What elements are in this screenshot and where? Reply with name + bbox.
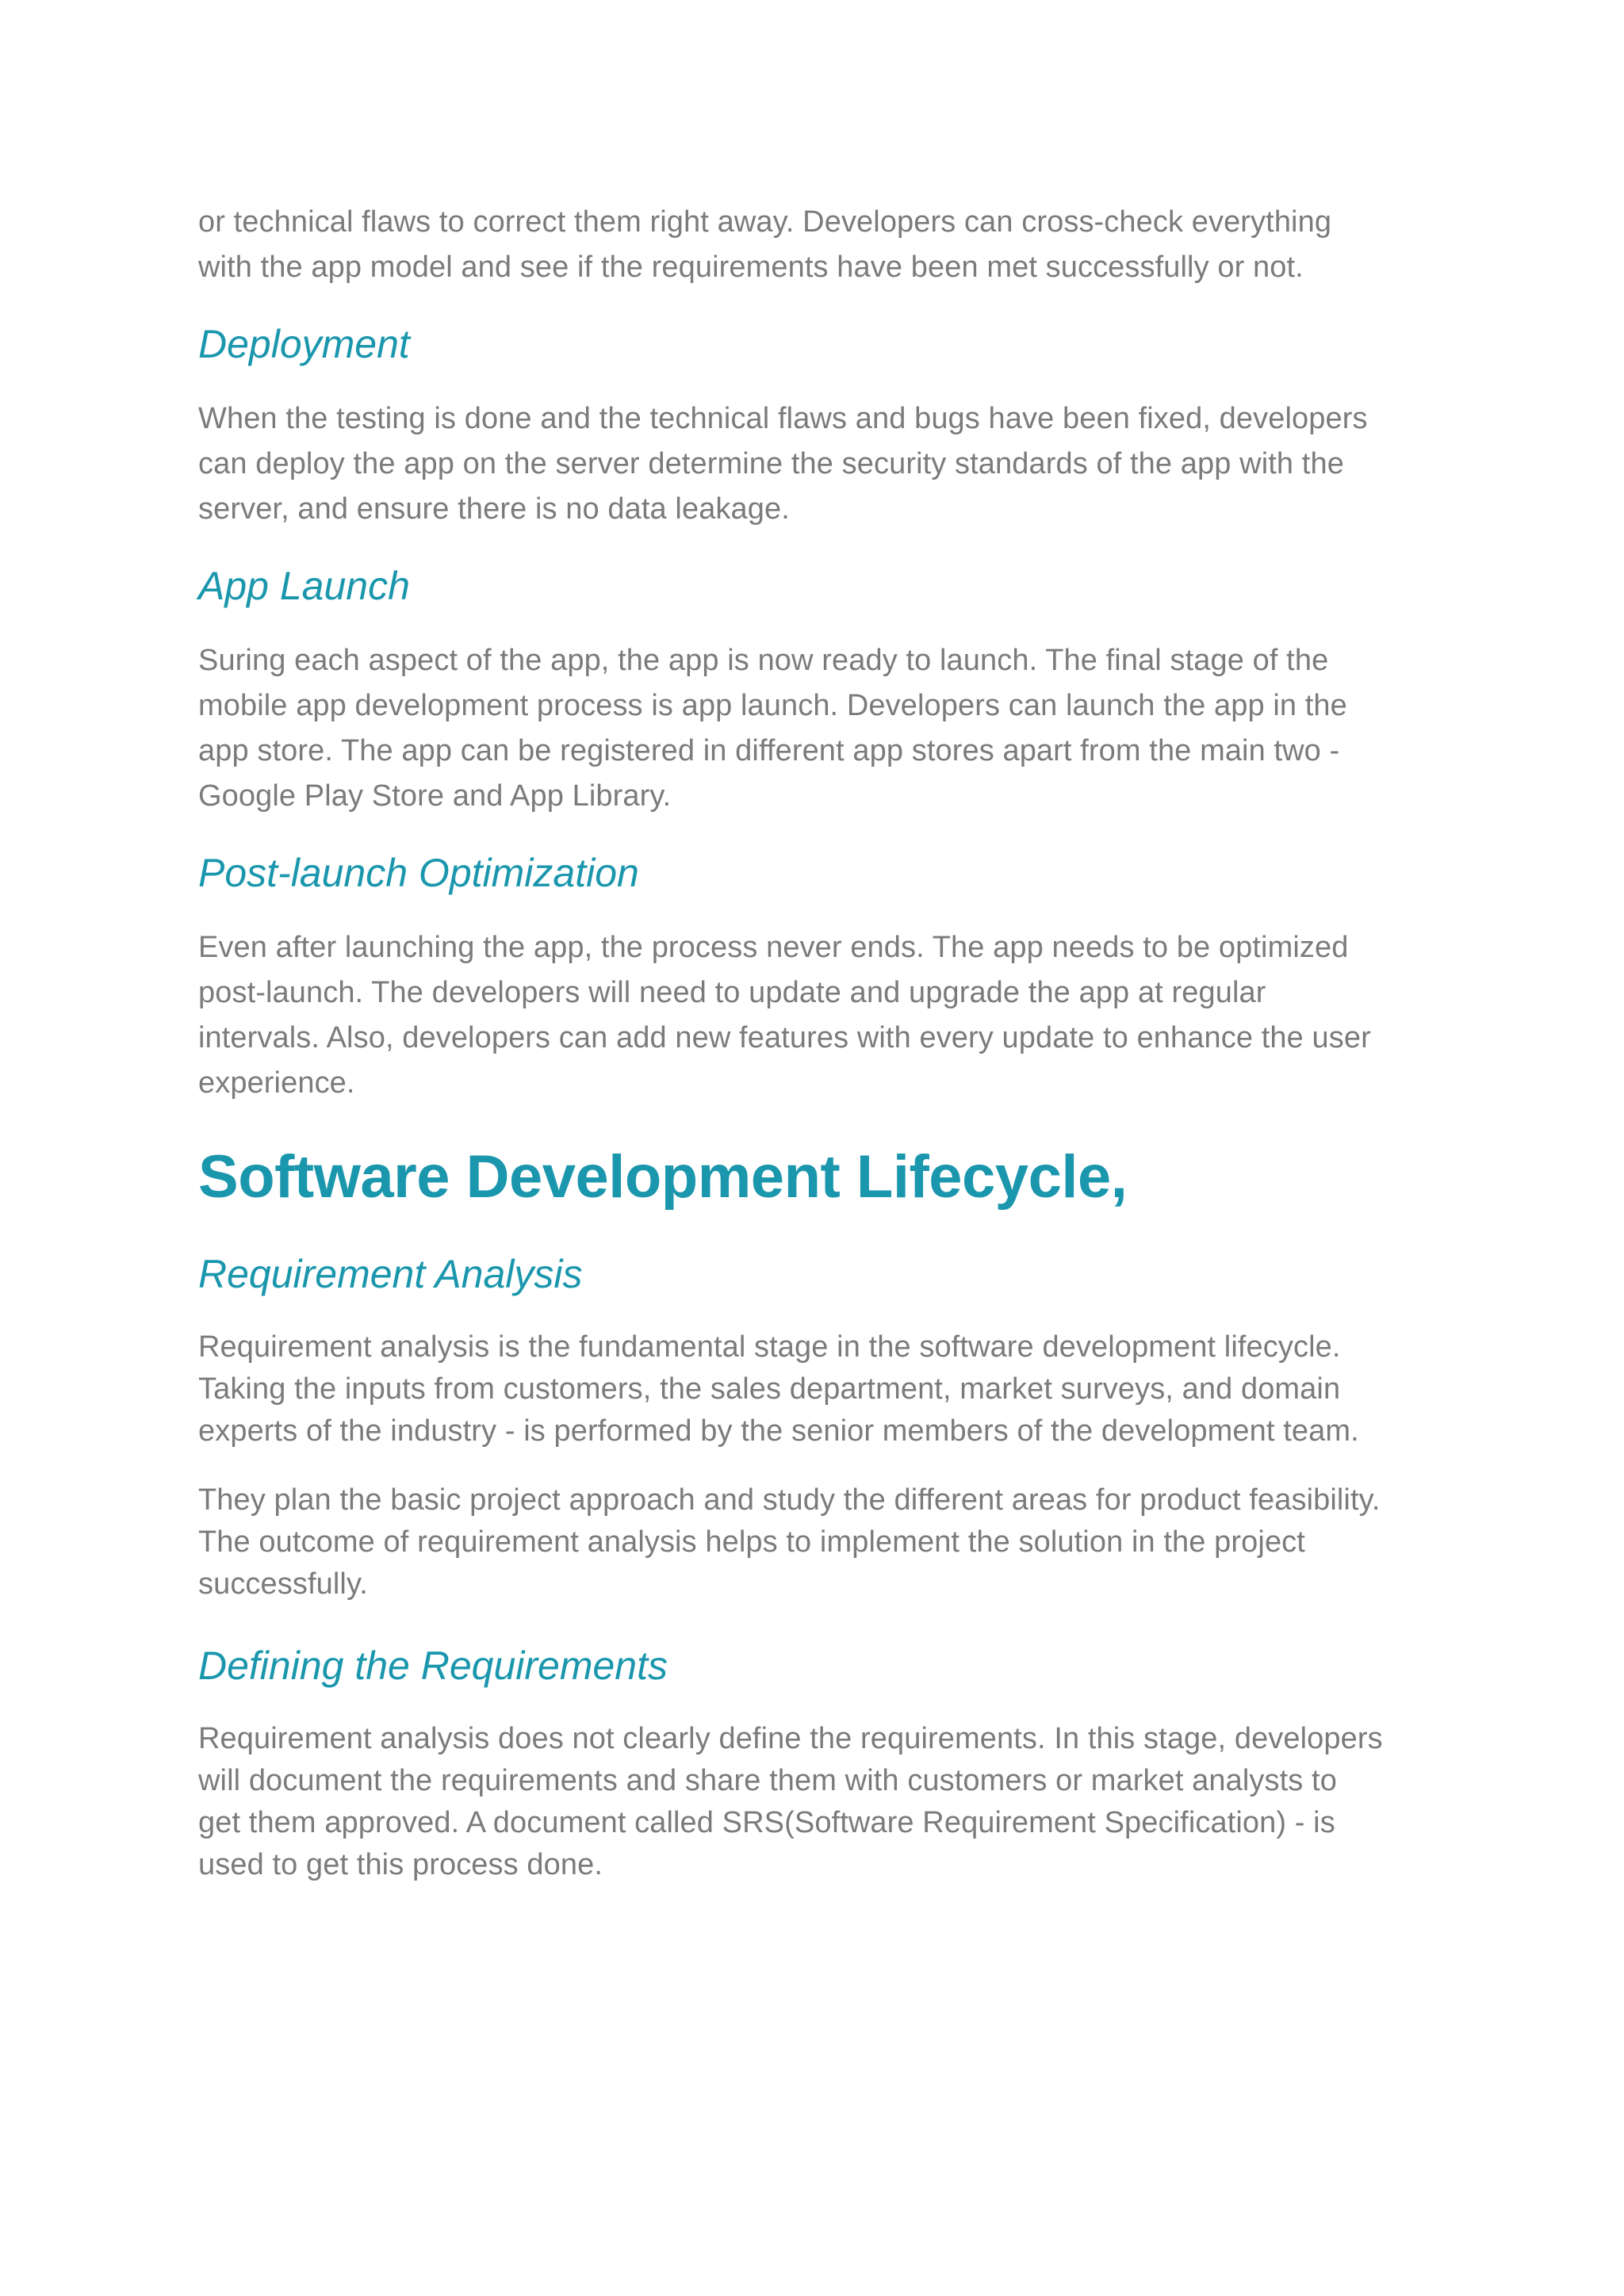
intro-line-1: or technical flaws to correct them right away. Developers can cross-check everything: [198, 205, 1332, 239]
defining-requirements-section: [198, 1718, 1451, 1886]
post-launch-line-4: experience.: [198, 1066, 355, 1100]
requirement-analysis-section: [198, 1326, 1451, 1605]
deployment-line-1: When the testing is done and the technical flaws and bugs have been fixed, developers: [198, 402, 1368, 435]
deployment-paragraph: [198, 396, 1451, 532]
app-launch-paragraph: [198, 638, 1451, 819]
ra-p2-line-3: successfully.: [198, 1567, 368, 1601]
app-launch-heading: App Launch: [198, 564, 410, 608]
requirement-analysis-paragraph-2: [198, 1479, 1451, 1605]
document-page: [198, 190, 1451, 1886]
post-launch-line-3: intervals. Also, developers can add new features with every update to enhance the user: [198, 1021, 1371, 1054]
sdlc-heading: Software Development Lifecycle,: [198, 1143, 1128, 1211]
dr-line-1: Requirement analysis does not clearly define the requirements. In this stage, developers: [198, 1722, 1383, 1755]
intro-line-2: with the app model and see if the requirements have been met successfully or not.: [198, 251, 1304, 284]
intro-paragraph: [198, 200, 1451, 290]
ra-p2-line-2: The outcome of requirement analysis helps to implement the solution in the project: [198, 1525, 1305, 1559]
ra-p1-line-3: experts of the industry - is performed by the senior members of the development team.: [198, 1414, 1359, 1448]
post-launch-line-1: Even after launching the app, the process never ends. The app needs to be optimized: [198, 931, 1349, 964]
ra-p2-line-1: They plan the basic project approach and study the different areas for product feasibility.: [198, 1483, 1381, 1517]
deployment-heading: Deployment: [198, 322, 410, 366]
deployment-line-3: server, and ensure there is no data leakage.: [198, 492, 790, 526]
app-launch-line-2: mobile app development process is app launch. Developers can launch the app in the: [198, 689, 1347, 722]
dr-line-2: will document the requirements and share them with customers or market analysts to: [198, 1764, 1337, 1797]
post-launch-line-2: post-launch. The developers will need to update and upgrade the app at regular: [198, 976, 1266, 1009]
dr-line-4: used to get this process done.: [198, 1848, 603, 1881]
defining-requirements-paragraph: [198, 1718, 1451, 1886]
requirement-analysis-heading: Requirement Analysis: [198, 1252, 583, 1296]
defining-requirements-heading: Defining the Requirements: [198, 1644, 668, 1688]
ra-p1-line-2: Taking the inputs from customers, the sales department, market surveys, and domain: [198, 1372, 1341, 1406]
app-launch-line-3: app store. The app can be registered in different app stores apart from the main two -: [198, 734, 1340, 767]
post-launch-heading: Post-launch Optimization: [198, 851, 639, 895]
ra-p1-line-1: Requirement analysis is the fundamental stage in the software development lifecycle.: [198, 1330, 1341, 1364]
app-launch-line-1: Suring each aspect of the app, the app is now ready to launch. The final stage of the: [198, 644, 1329, 677]
post-launch-paragraph: [198, 925, 1451, 1106]
app-launch-line-4: Google Play Store and App Library.: [198, 779, 672, 813]
requirement-analysis-paragraph-1: [198, 1326, 1451, 1452]
dr-line-3: get them approved. A document called SRS(Software Requirement Specification) - is: [198, 1806, 1335, 1839]
deployment-line-2: can deploy the app on the server determine the security standards of the app with the: [198, 447, 1344, 480]
